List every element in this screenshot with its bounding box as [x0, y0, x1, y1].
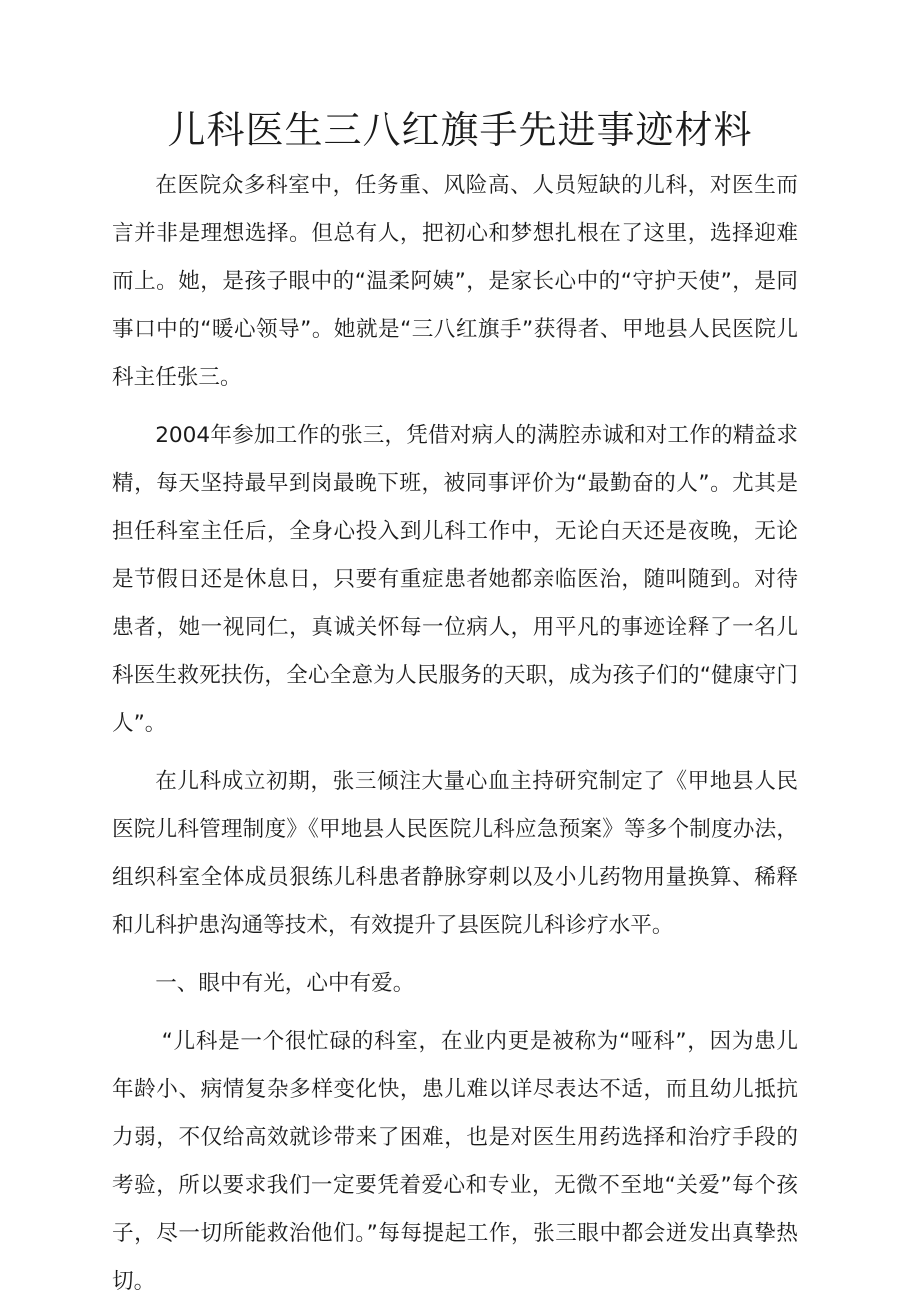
document-body [112, 162, 798, 1306]
document-title: 儿科医生三八红旗手先进事迹材料 [167, 108, 753, 152]
paragraph-work-dedication: 2004年参加工作的张三，凭借对病人的满腔赤诚和对工作的精益求精，每天坚持最早到岗最晚下班，被同事评价为“最勤奋的人”。尤其是担任科室主任后，全身心投入到儿科工作中，无论白天还是夜晚，无论是节假日还是休息日，只要有重症患者她都亲临医治，随叫随到。对待患者，她一视同仁，真诚关怀每一位病人，用平凡的事迹诠释了一名儿科医生救死扶伤，全心全意为人民服务的天职，成为孩子们的“健康守门人”。 [112, 423, 798, 736]
paragraph-department-founding: 在儿科成立初期，张三倾注大量心血主持研究制定了《甲地县人民医院儿科管理制度》《甲地县人民医院儿科应急预案》等多个制度办法，组织科室全体成员狠练儿科患者静脉穿刺以及小儿药物用量换算、稀释和儿科护患沟通等技术，有效提升了县医院儿科诊疗水平。 [112, 769, 798, 938]
paragraph-quote: “儿科是一个很忙碌的科室，在业内更是被称为“哑科”，因为患儿年龄小、病情复杂多样变化快，患儿难以详尽表达不适，而且幼儿抵抗力弱，不仅给高效就诊带来了困难，也是对医生用药选择和治疗手段的考验，所以要求我们一定要凭着爱心和专业，无微不至地“关爱”每个孩子，尽一切所能救治他们。”每每提起工作，张三眼中都会迸发出真挚热切。 [112, 1029, 798, 1294]
section-heading-1: 一、眼中有光，心中有爱。 [155, 971, 415, 996]
paragraph-intro: 在医院众多科室中，任务重、风险高、人员短缺的儿科，对医生而言并非是理想选择。但总有人，把初心和梦想扎根在了这里，选择迎难而上。她，是孩子眼中的“温柔阿姨”，是家长心中的“守护天使”，是同事口中的“暖心领导”。她就是“三八红旗手”获得者、甲地县人民医院儿科主任张三。 [112, 173, 798, 390]
